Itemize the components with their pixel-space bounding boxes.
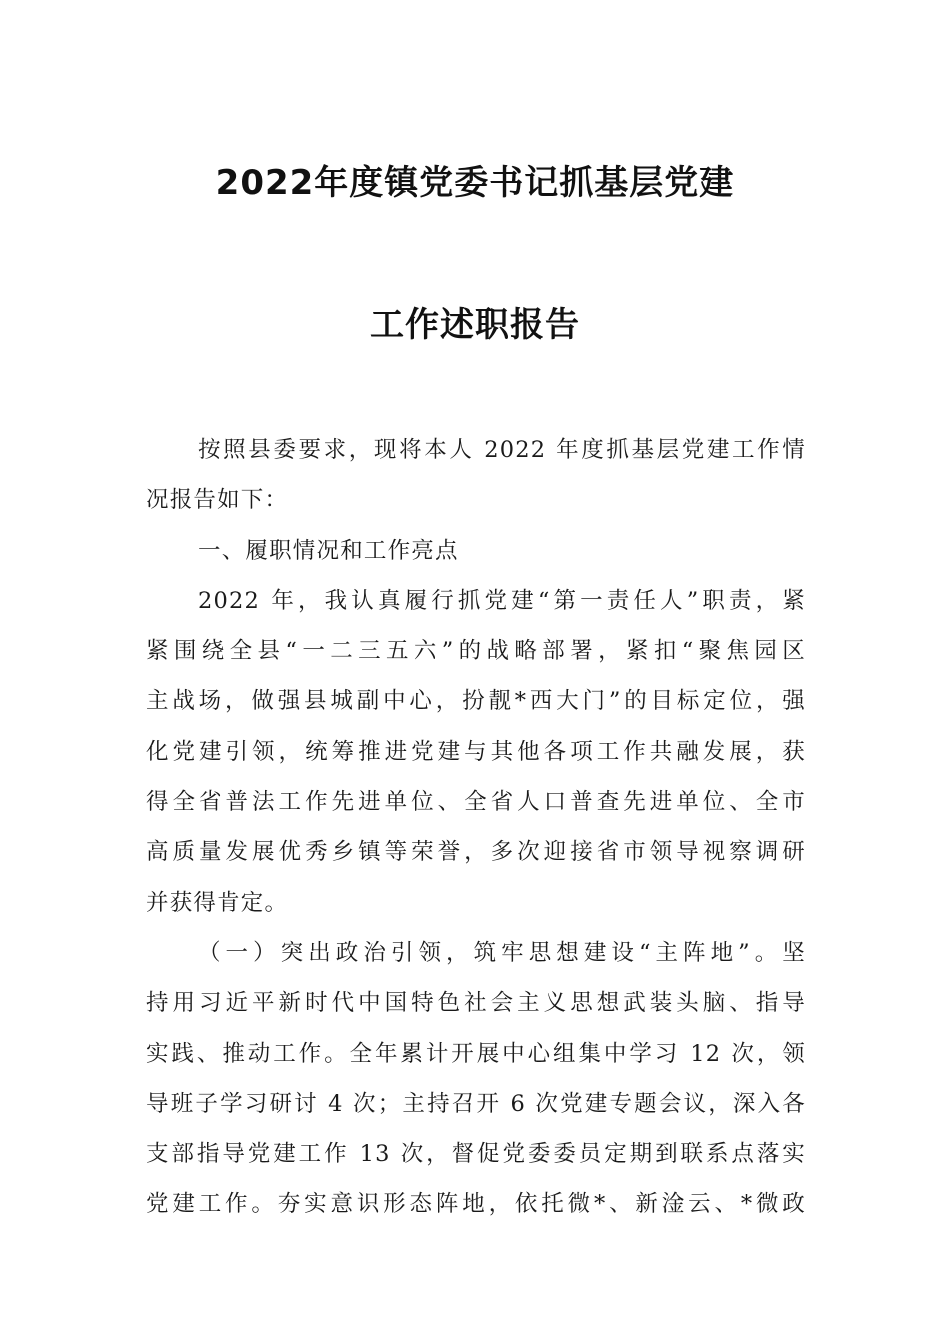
paragraph-line: 按照县委要求，现将本人 2022 年度抓基层党建工作情 [198,437,806,463]
paragraph-line: （一）突出政治引领，筑牢思想建设“主阵地”。坚 [198,939,806,966]
document-title-line-1: 2022年度镇党委书记抓基层党建 [215,163,735,203]
paragraph-line: 党建工作。夯实意识形态阵地，依托微*、新淦云、*微政 [146,1191,806,1218]
paragraph-line: 实践、推动工作。全年累计开展中心组集中学习 12 次，领 [146,1040,806,1067]
paragraph-summary [146,576,806,928]
paragraph-intro [146,425,806,526]
paragraph-line: 并获得肯定。 [146,889,289,916]
paragraph-line: 高质量发展优秀乡镇等荣誉，多次迎接省市领导视察调研 [146,839,806,866]
paragraph-line: 支部指导党建工作 13 次，督促党委委员定期到联系点落实 [146,1141,806,1168]
paragraph-line: 导班子学习研讨 4 次；主持召开 6 次党建专题会议，深入各 [146,1090,806,1117]
paragraph-line: 主战场，做强县城副中心，扮靓*西大门”的目标定位，强 [146,688,806,715]
document-body [146,425,806,1230]
paragraph-line: 一、履职情况和工作亮点 [198,537,459,564]
paragraph-line: 得全省普法工作先进单位、全省人口普查先进单位、全市 [146,789,806,816]
paragraph-political-guidance [146,928,806,1230]
paragraph-line: 况报告如下： [146,487,289,514]
paragraph-line: 化党建引领，统筹推进党建与其他各项工作共融发展，获 [146,738,806,765]
paragraph-line: 紧围绕全县“一二三五六”的战略部署，紧扣“聚焦园区 [146,638,806,665]
section-heading [146,526,806,576]
paragraph-line: 2022 年，我认真履行抓党建“第一责任人”职责，紧 [198,587,806,614]
document-title-line-2: 工作述职报告 [370,305,580,345]
paragraph-line: 持用习近平新时代中国特色社会主义思想武装头脑、指导 [146,990,806,1017]
